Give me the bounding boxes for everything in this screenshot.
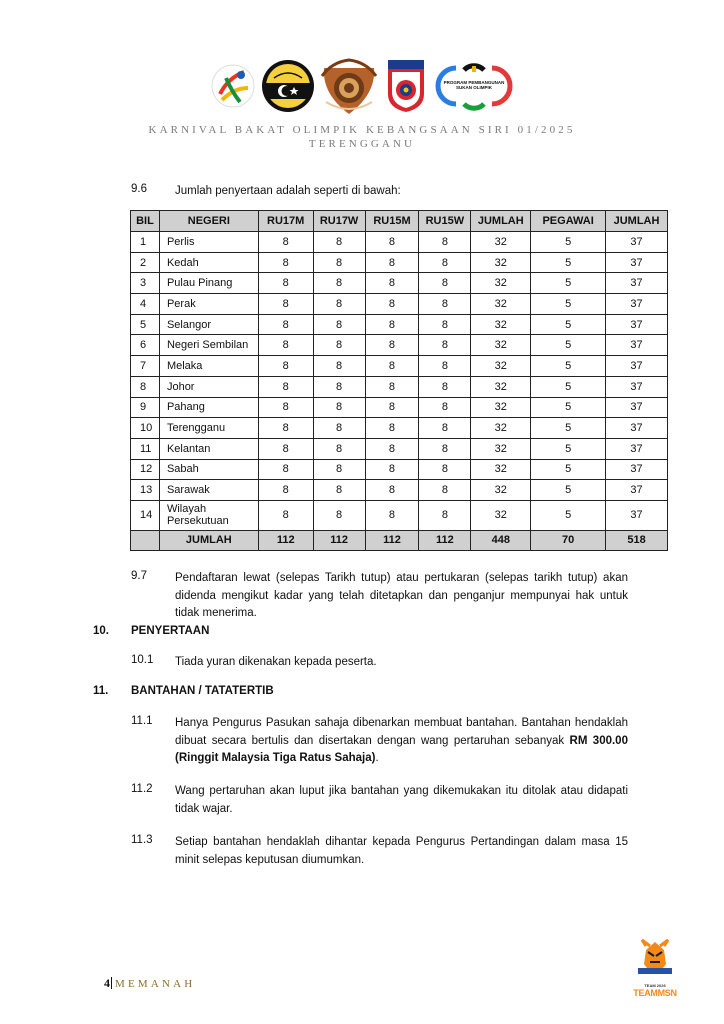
count-cell: 37: [606, 335, 668, 356]
total-cell: 112: [419, 530, 471, 550]
item-text-11-2: Wang pertaruhan akan luput jika bantahan yang dikemukakan itu ditolak atau didapati tidak wajar.: [175, 785, 628, 815]
count-cell: 8: [258, 273, 313, 294]
page-number: 4: [104, 976, 110, 990]
total-cell: 112: [313, 530, 365, 550]
count-cell: 32: [471, 500, 531, 530]
count-cell: 37: [606, 397, 668, 418]
count-cell: 5: [531, 500, 606, 530]
count-cell: 32: [471, 294, 531, 315]
item-text-11-1-main: Hanya Pengurus Pasukan sahaja dibenarkan membuat bantahan. Bantahan hendaklah dibuat secara bertulis dan disertakan dengan wang pertaruhan sebanyak: [175, 717, 628, 747]
moon-star-emblem-logo: [260, 58, 316, 114]
state-name-cell: Johor: [159, 376, 258, 397]
count-cell: 8: [313, 232, 365, 253]
count-cell: 32: [471, 314, 531, 335]
count-cell: 8: [419, 418, 471, 439]
count-cell: 5: [531, 335, 606, 356]
count-cell: 8: [365, 314, 419, 335]
count-cell: 37: [606, 480, 668, 501]
bil-cell: 10: [131, 418, 160, 439]
tiger-mascot-icon: [624, 938, 686, 978]
header-logo-strip: [210, 58, 515, 116]
count-cell: 8: [313, 356, 365, 377]
count-cell: 8: [313, 294, 365, 315]
count-cell: 8: [365, 438, 419, 459]
state-name-cell: Pulau Pinang: [159, 273, 258, 294]
footer-divider: [111, 977, 112, 989]
table-total-row: [131, 530, 668, 550]
count-cell: 5: [531, 273, 606, 294]
page-footer: [104, 976, 195, 991]
item-number-11-2: 11.2: [131, 783, 153, 795]
count-cell: 8: [313, 273, 365, 294]
table-row: [131, 314, 668, 335]
count-cell: 8: [258, 376, 313, 397]
count-cell: 8: [313, 418, 365, 439]
count-cell: 8: [313, 480, 365, 501]
bil-cell: 12: [131, 459, 160, 480]
count-cell: 8: [258, 480, 313, 501]
bil-cell: 6: [131, 335, 160, 356]
count-cell: 32: [471, 252, 531, 273]
count-cell: 8: [419, 459, 471, 480]
column-header: PEGAWAI: [531, 211, 606, 232]
count-cell: 37: [606, 376, 668, 397]
bil-cell: 13: [131, 480, 160, 501]
count-cell: 8: [258, 418, 313, 439]
state-name-cell: Perlis: [159, 232, 258, 253]
table-row: [131, 252, 668, 273]
count-cell: 32: [471, 438, 531, 459]
count-cell: 37: [606, 294, 668, 315]
count-cell: 32: [471, 335, 531, 356]
count-cell: 8: [419, 397, 471, 418]
bil-cell: 3: [131, 273, 160, 294]
state-name-cell: Negeri Sembilan: [159, 335, 258, 356]
table-row: [131, 480, 668, 501]
column-header: JUMLAH: [471, 211, 531, 232]
count-cell: 8: [258, 335, 313, 356]
count-cell: 32: [471, 356, 531, 377]
item-number-11-3: 11.3: [131, 834, 153, 846]
count-cell: 8: [258, 294, 313, 315]
section-number-10: 10.: [93, 625, 109, 637]
count-cell: 8: [313, 500, 365, 530]
count-cell: 37: [606, 438, 668, 459]
deposit-amount: RM 300.00 (Ringgit Malaysia Tiga Ratus Sahaja): [175, 734, 628, 764]
state-name-cell: Wilayah Persekutuan: [159, 500, 258, 530]
column-header: BIL: [131, 211, 160, 232]
table-row: [131, 397, 668, 418]
state-name-cell: Sarawak: [159, 480, 258, 501]
count-cell: 5: [531, 438, 606, 459]
count-cell: 8: [365, 232, 419, 253]
count-cell: 8: [258, 356, 313, 377]
bil-cell: 2: [131, 252, 160, 273]
table-row: [131, 500, 668, 530]
table-header-row: [131, 211, 668, 232]
count-cell: 37: [606, 314, 668, 335]
count-cell: 8: [419, 335, 471, 356]
total-cell: 518: [606, 530, 668, 550]
program-logo-text: PROGRAM PEMBANGUNAN SUKAN OLIMPIK: [443, 80, 505, 90]
colorful-figure-logo: [210, 58, 256, 114]
count-cell: 8: [419, 294, 471, 315]
count-cell: 32: [471, 273, 531, 294]
total-label-cell: JUMLAH: [159, 530, 258, 550]
count-cell: 8: [365, 418, 419, 439]
table-row: [131, 438, 668, 459]
count-cell: 37: [606, 418, 668, 439]
count-cell: 8: [313, 335, 365, 356]
count-cell: 8: [365, 335, 419, 356]
state-name-cell: Terengganu: [159, 418, 258, 439]
count-cell: 8: [313, 397, 365, 418]
count-cell: 8: [258, 397, 313, 418]
count-cell: 5: [531, 376, 606, 397]
count-cell: 32: [471, 397, 531, 418]
count-cell: 5: [531, 459, 606, 480]
count-cell: 37: [606, 356, 668, 377]
state-name-cell: Perak: [159, 294, 258, 315]
item-text-11-1-end: .: [375, 752, 379, 764]
column-header: JUMLAH: [606, 211, 668, 232]
count-cell: 32: [471, 459, 531, 480]
state-name-cell: Sabah: [159, 459, 258, 480]
item-text-9-7: Pendaftaran lewat (selepas Tarikh tutup) atau pertukaran (selepas tarikh tutup) akan didenda mengikut kadar yang telah ditetapkan dan penganjur mempunyai hak untuk tidak menerima.: [175, 572, 628, 619]
mascot-line1: TEAM 2026: [644, 983, 666, 988]
section-number-11: 11.: [93, 685, 109, 697]
count-cell: 5: [531, 397, 606, 418]
item-text-9-6: Jumlah penyertaan adalah seperti di bawah:: [175, 185, 401, 197]
count-cell: 37: [606, 459, 668, 480]
count-cell: 32: [471, 376, 531, 397]
count-cell: 8: [313, 438, 365, 459]
count-cell: 5: [531, 294, 606, 315]
table-row: [131, 418, 668, 439]
item-text-10-1: Tiada yuran dikenakan kepada peserta.: [175, 656, 377, 668]
column-header: RU17M: [258, 211, 313, 232]
item-number-10-1: 10.1: [131, 654, 154, 666]
count-cell: 32: [471, 232, 531, 253]
item-number-9-6: 9.6: [131, 183, 147, 195]
count-cell: 5: [531, 232, 606, 253]
table-row: [131, 335, 668, 356]
table-row: [131, 273, 668, 294]
count-cell: 37: [606, 232, 668, 253]
state-name-cell: Pahang: [159, 397, 258, 418]
count-cell: 5: [531, 314, 606, 335]
count-cell: 5: [531, 252, 606, 273]
count-cell: 5: [531, 480, 606, 501]
count-cell: 8: [365, 397, 419, 418]
count-cell: 8: [419, 273, 471, 294]
count-cell: 8: [419, 314, 471, 335]
bil-cell: 5: [131, 314, 160, 335]
state-name-cell: Melaka: [159, 356, 258, 377]
count-cell: 8: [419, 232, 471, 253]
count-cell: 5: [531, 356, 606, 377]
count-cell: 32: [471, 418, 531, 439]
header-title-line1: KARNIVAL BAKAT OLIMPIK KEBANGSAAN SIRI 01/2025: [148, 124, 576, 136]
count-cell: 8: [313, 376, 365, 397]
total-cell: 70: [531, 530, 606, 550]
count-cell: 8: [313, 459, 365, 480]
count-cell: 32: [471, 480, 531, 501]
mascot-brand: TEAMMSN: [633, 988, 677, 998]
total-bil-cell: [131, 530, 160, 550]
count-cell: 37: [606, 273, 668, 294]
table-row: [131, 356, 668, 377]
footer-sport-name: MEMANAH: [115, 978, 196, 990]
count-cell: 8: [258, 232, 313, 253]
table-row: [131, 376, 668, 397]
count-cell: 8: [365, 500, 419, 530]
table-row: [131, 232, 668, 253]
total-cell: 112: [258, 530, 313, 550]
item-text-11-3: Setiap bantahan hendaklah dihantar kepada Pengurus Pertandingan dalam masa 15 minit selepas keputusan diumumkan.: [175, 836, 628, 866]
count-cell: 8: [365, 252, 419, 273]
state-name-cell: Selangor: [159, 314, 258, 335]
count-cell: 37: [606, 500, 668, 530]
count-cell: 8: [313, 314, 365, 335]
count-cell: 8: [258, 459, 313, 480]
count-cell: 5: [531, 418, 606, 439]
item-number-11-1: 11.1: [131, 715, 153, 727]
item-number-9-7: 9.7: [131, 570, 147, 582]
table-row: [131, 294, 668, 315]
count-cell: 8: [313, 252, 365, 273]
table-row: [131, 459, 668, 480]
bil-cell: 7: [131, 356, 160, 377]
bil-cell: 9: [131, 397, 160, 418]
count-cell: 8: [365, 273, 419, 294]
total-cell: 112: [365, 530, 419, 550]
archery-association-crest-logo: [318, 58, 380, 116]
bil-cell: 1: [131, 232, 160, 253]
section-title-11: BANTAHAN / TATATERTIB: [131, 685, 274, 697]
count-cell: 8: [365, 376, 419, 397]
count-cell: 8: [365, 294, 419, 315]
state-name-cell: Kedah: [159, 252, 258, 273]
bil-cell: 8: [131, 376, 160, 397]
state-name-cell: Kelantan: [159, 438, 258, 459]
bil-cell: 11: [131, 438, 160, 459]
count-cell: 8: [258, 314, 313, 335]
count-cell: 8: [258, 252, 313, 273]
count-cell: 8: [419, 356, 471, 377]
count-cell: 8: [419, 480, 471, 501]
team-mascot-logo: [624, 938, 686, 996]
malaysia-shield-logo: [386, 58, 426, 114]
header-title-line2: TERENGGANU: [308, 138, 416, 150]
count-cell: 8: [258, 500, 313, 530]
total-cell: 448: [471, 530, 531, 550]
count-cell: 8: [419, 500, 471, 530]
count-cell: 8: [365, 356, 419, 377]
column-header: NEGERI: [159, 211, 258, 232]
bil-cell: 4: [131, 294, 160, 315]
count-cell: 8: [419, 252, 471, 273]
count-cell: 8: [419, 438, 471, 459]
count-cell: 37: [606, 252, 668, 273]
column-header: RU17W: [313, 211, 365, 232]
column-header: RU15M: [365, 211, 419, 232]
count-cell: 8: [258, 438, 313, 459]
bil-cell: 14: [131, 500, 160, 530]
count-cell: 8: [419, 376, 471, 397]
participation-table: [130, 210, 668, 551]
section-title-10: PENYERTAAN: [131, 625, 210, 637]
column-header: RU15W: [419, 211, 471, 232]
count-cell: 8: [365, 480, 419, 501]
count-cell: 8: [365, 459, 419, 480]
item-text-11-1: [175, 715, 628, 768]
